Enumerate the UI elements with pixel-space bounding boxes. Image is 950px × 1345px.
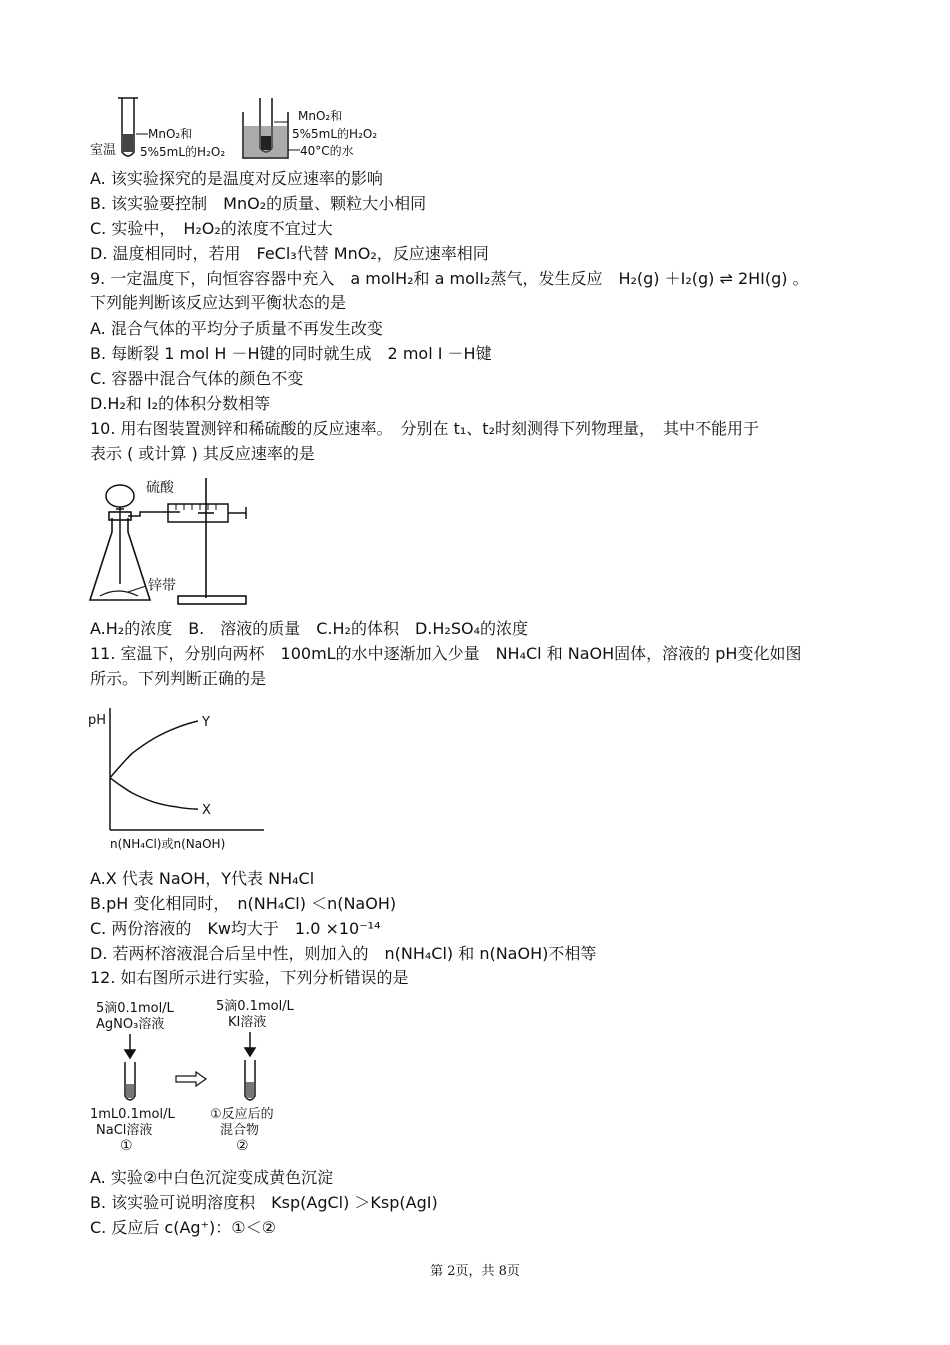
- ph-change-chart: [88, 704, 268, 854]
- left-top-label-1: 5滴0.1mol/L: [96, 1001, 174, 1016]
- left-dropper-arrow-icon: [125, 1034, 135, 1058]
- q8-option-d: D. 温度相同时，若用 FeCl₃代替 MnO₂，反应速率相同: [90, 244, 489, 263]
- q11-stem-line-1: 11. 室温下，分别向两杯 100mL的水中逐渐加入少量 NH₄Cl 和 NaOH固体，溶液的 pH变化如图: [90, 644, 802, 663]
- transfer-arrow-icon: [176, 1072, 206, 1086]
- q8-option-c: C. 实验中， H₂O₂的浓度不宜过大: [90, 219, 333, 238]
- fig-temperature-experiment: [88, 96, 408, 164]
- zinc-strip-label: 锌带: [148, 578, 176, 594]
- left-bottom-label-2: NaCl溶液: [96, 1123, 153, 1138]
- left-bottom-label-1: 1mL0.1mol/L: [90, 1107, 175, 1122]
- series-label-x: X: [202, 803, 211, 819]
- q10-stem-line-2: 表示 ( 或计算 ) 其反应速率的是: [90, 444, 315, 463]
- q8-option-a: A. 该实验探究的是温度对反应速率的影响: [90, 169, 383, 188]
- right-bottom-label-1: ①反应后的: [210, 1107, 274, 1122]
- q9-option-d: D.H₂和 I₂的体积分数相等: [90, 394, 271, 413]
- right-top-label-1: 5滴0.1mol/L: [216, 999, 294, 1014]
- beaker-label-3: 40°C的水: [300, 144, 354, 158]
- beaker-label-1: MnO₂和: [298, 109, 343, 123]
- left-top-label-2: AgNO₃溶液: [96, 1017, 165, 1032]
- q11-stem-line-2: 所示。下列判断正确的是: [90, 669, 267, 688]
- q11-option-b: B.pH 变化相同时， n(NH₄Cl) ＜n(NaOH): [90, 894, 397, 913]
- q9-stem-line-2: 下列能判断该反应达到平衡状态的是: [90, 293, 347, 312]
- q9-option-b: B. 每断裂 1 mol H －H键的同时就生成 2 mol I －H键: [90, 344, 492, 363]
- clamp-stand-icon: [178, 478, 246, 604]
- room-temp-label: 室温: [90, 143, 117, 158]
- q9-option-c: C. 容器中混合气体的颜色不变: [90, 369, 304, 388]
- sulfuric-acid-label: 硫酸: [146, 480, 174, 496]
- q10-stem-line-1: 10. 用右图装置测锌和稀硫酸的反应速率。 分别在 t₁、t₂时刻测得下列物理量， 其中不能用于: [90, 419, 759, 438]
- left-bottom-label-3: ①: [120, 1138, 133, 1154]
- q11-option-a: A.X 代表 NaOH，Y代表 NH₄Cl: [90, 869, 315, 888]
- right-dropper-arrow-icon: [245, 1032, 255, 1056]
- series-line-y: [110, 721, 198, 778]
- dropping-funnel-icon: [106, 485, 134, 584]
- beaker-label-2: 5%5mL的H₂O₂: [292, 127, 378, 141]
- right-top-label-2: KI溶液: [228, 1015, 267, 1030]
- x-axis-label: n(NH₄Cl)或n(NaOH): [110, 837, 226, 851]
- page-footer: 第 2页，共 8页: [430, 1264, 520, 1279]
- tube-label-1: MnO₂和: [148, 127, 193, 141]
- q9-option-a: A. 混合气体的平均分子质量不再发生改变: [90, 319, 383, 338]
- q12-option-c: C. 反应后 c(Ag⁺)：①＜②: [90, 1218, 276, 1237]
- y-axis-label: pH: [88, 713, 107, 728]
- q12-stem: 12. 如右图所示进行实验，下列分析错误的是: [90, 968, 409, 987]
- q11-option-c: C. 两份溶液的 Kw均大于 1.0 ×10⁻¹⁴: [90, 919, 381, 938]
- q11-option-d: D. 若两杯溶液混合后呈中性，则加入的 n(NH₄Cl) 和 n(NaOH)不相等: [90, 944, 597, 963]
- fig-reaction-apparatus: [88, 474, 258, 610]
- q12-option-b: B. 该实验可说明溶度积 Ksp(AgCl) ＞Ksp(AgI): [90, 1193, 438, 1212]
- series-label-y: Y: [202, 714, 210, 730]
- q9-stem-line-1: 9. 一定温度下，向恒容容器中充入 a molH₂和 a molI₂蒸气，发生反应 H₂(g) ＋I₂(g) ⇌ 2HI(g) 。: [90, 269, 809, 288]
- fig-precipitation-experiment: [88, 996, 318, 1156]
- series-line-x: [110, 778, 198, 809]
- q12-option-a: A. 实验②中白色沉淀变成黄色沉淀: [90, 1168, 334, 1187]
- q8-option-b: B. 该实验要控制 MnO₂的质量、颗粒大小相同: [90, 194, 427, 213]
- q10-options: A.H₂的浓度 B. 溶液的质量 C.H₂的体积 D.H₂SO₄的浓度: [90, 619, 528, 638]
- tube-label-2: 5%5mL的H₂O₂: [140, 145, 226, 159]
- right-bottom-label-3: ②: [236, 1138, 249, 1154]
- right-bottom-label-2: 混合物: [220, 1123, 260, 1138]
